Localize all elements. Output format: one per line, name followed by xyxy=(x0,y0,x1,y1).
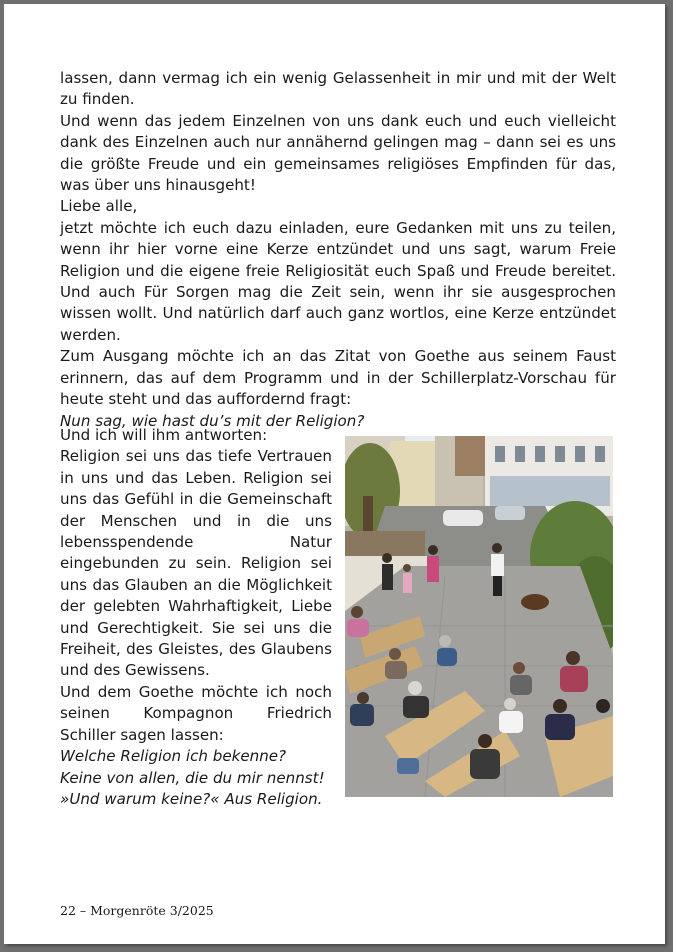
body-text-lower xyxy=(60,425,332,810)
paragraph: Und wenn das jedem Einzelnen von uns dank euch und euch vielleicht dank des Einzelnen auch nur annähernd gelingen mag – dann sei es uns die größte Freude und ein gemeinsames religiöses Empfinden für das, was über uns hinausgeht! xyxy=(60,111,616,195)
paragraph: Zum Ausgang möchte ich an das Zitat von Goethe aus seinem Faust erinnern, das auf dem Programm und in der Schillerplatz-Vorschau für heute steht und das auffordernd fragt: xyxy=(60,347,616,409)
paragraph: jetzt möchte ich euch dazu einladen, eure Gedanken mit uns zu teilen, wenn ihr hier vorne eine Kerze entzündet und uns sagt, warum Freie Religion und die eigene freie Religiosität euch Spaß und Freude bereitet. Und auch Für Sorgen mag die Zeit sein, wenn ihr sie ausgesprochen wissen wollt. Und natürlich darf auch ganz wortlos, eine Kerze entzündet werden. xyxy=(60,218,616,344)
page-footer: 22 – Morgenröte 3/2025 xyxy=(60,903,214,918)
schiller-quote-line: Welche Religion ich bekenne? xyxy=(60,747,287,766)
schiller-quote-line: Keine von allen, die du mir nennst! xyxy=(60,768,325,787)
goethe-quote: Nun sag, wie hast du’s mit der Religion? xyxy=(60,411,365,430)
paragraph: Und dem Goethe möchte ich noch seinen Kompagnon Friedrich Schiller sagen lassen: xyxy=(60,682,332,744)
paragraph: Und ich will ihm antworten: xyxy=(60,426,268,444)
paragraph: Liebe alle, xyxy=(60,197,138,216)
paragraph: lassen, dann vermag ich ein wenig Gelassenheit in mir und mit der Welt zu finden. xyxy=(60,69,616,109)
paragraph: Religion sei uns das tiefe Vertrauen in uns und das Leben. Religion sei uns das Gefühl in die Gemeinschaft der Menschen und in die uns lebensspendende Natur eingebunden zu sein. Religion sei uns das Glauben an die Möglichkeit der gelebten Wahrhaftigkeit, Liebe und Gerechtigkeit. Sie sei uns die Freiheit, des Gleistes, des Glaubens und des Gewissens. xyxy=(60,447,332,680)
schiller-quote-line: »Und warum keine?« Aus Religion. xyxy=(60,789,323,808)
body-text-top xyxy=(60,68,616,432)
event-photo xyxy=(345,436,613,797)
document-page xyxy=(4,4,665,944)
